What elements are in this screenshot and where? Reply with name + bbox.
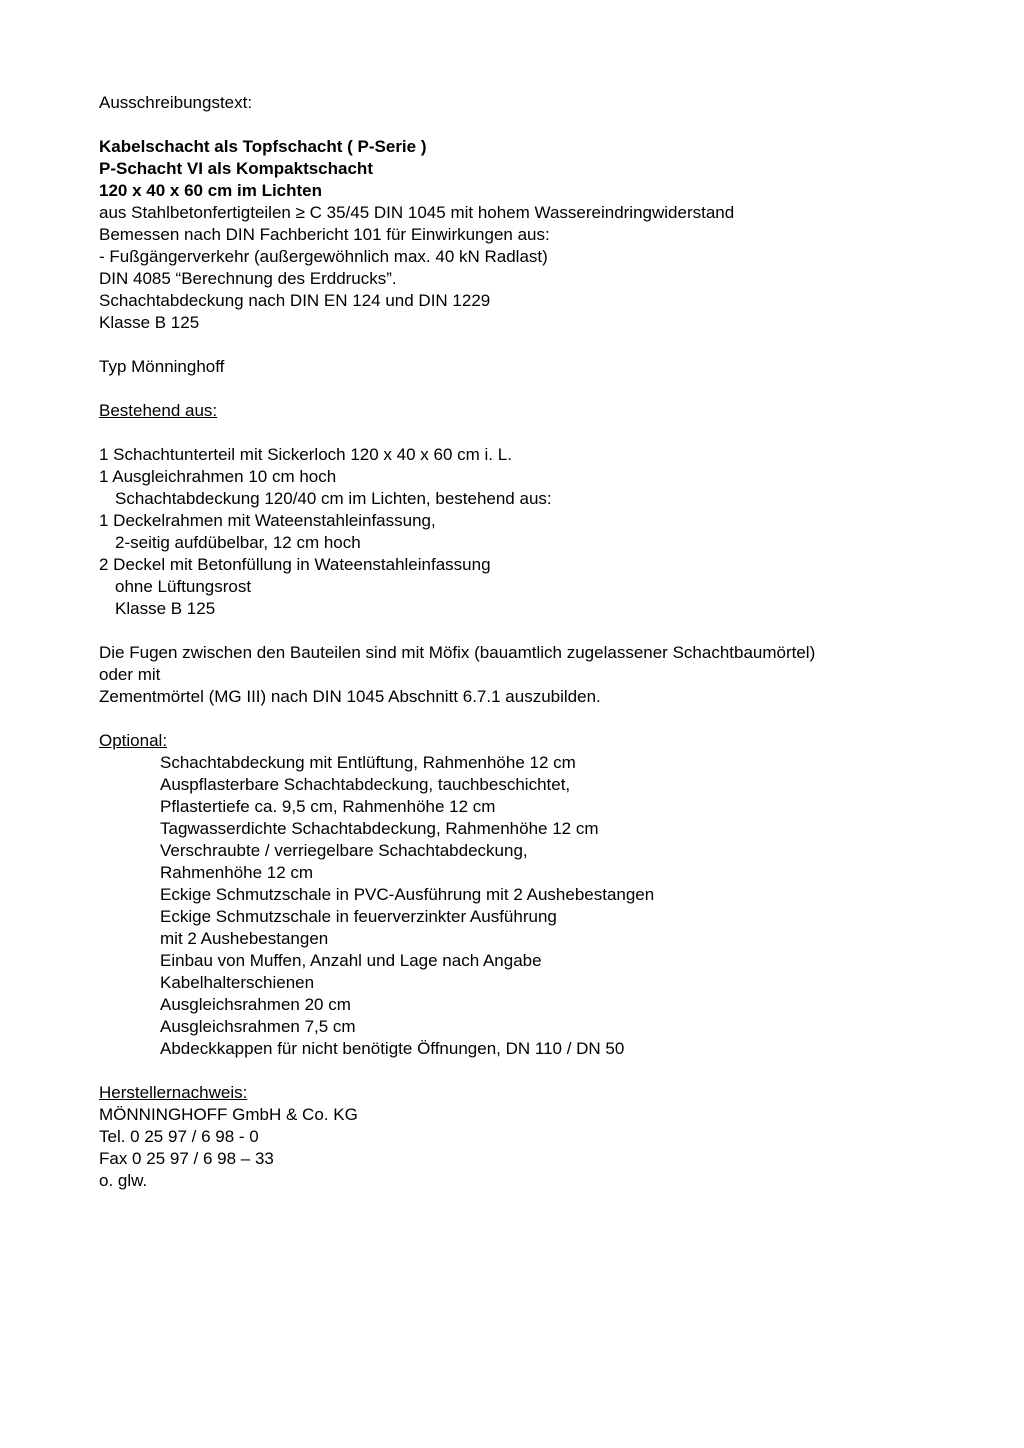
component-line: Klasse B 125: [115, 599, 216, 618]
joints-line: oder mit: [99, 665, 161, 684]
description-line: Bemessen nach DIN Fachbericht 101 für Einwirkungen aus:: [99, 225, 550, 244]
component-line: 1 Ausgleichrahmen 10 cm hoch: [99, 467, 337, 486]
heading-title: Kabelschacht als Topfschacht ( P-Serie ): [99, 137, 427, 156]
optional-line: Ausgleichsrahmen 20 cm: [160, 995, 351, 1014]
optional-line: Rahmenhöhe 12 cm: [160, 863, 314, 882]
description-line: - Fußgängerverkehr (außergewöhnlich max. 40 kN Radlast): [99, 247, 548, 266]
components-heading: Bestehend aus:: [99, 401, 218, 420]
optional-heading: Optional:: [99, 731, 168, 750]
component-line: Schachtabdeckung 120/40 cm im Lichten, bestehend aus:: [115, 489, 552, 508]
description-line: DIN 4085 “Berechnung des Erddrucks”.: [99, 269, 397, 288]
spacer: [99, 378, 979, 400]
spacer: [99, 620, 979, 642]
component-line: 1 Schachtunterteil mit Sickerloch 120 x 40 x 60 cm i. L.: [99, 445, 512, 464]
optional-line: Einbau von Muffen, Anzahl und Lage nach Angabe: [160, 951, 542, 970]
manufacturer-fax: Fax 0 25 97 / 6 98 – 33: [99, 1149, 274, 1168]
optional-line: Eckige Schmutzschale in PVC-Ausführung mit 2 Aushebestangen: [160, 885, 655, 904]
component-line: ohne Lüftungsrost: [115, 577, 252, 596]
optional-line: Kabelhalterschienen: [160, 973, 315, 992]
optional-line: Tagwasserdichte Schachtabdeckung, Rahmenhöhe 12 cm: [160, 819, 599, 838]
joints-line: Die Fugen zwischen den Bauteilen sind mit Möfix (bauamtlich zugelassener Schachtbaumörtel): [99, 643, 816, 662]
heading-subtitle: P-Schacht VI als Kompaktschacht: [99, 159, 373, 178]
type-line: Typ Mönninghoff: [99, 357, 225, 376]
spacer: [99, 708, 979, 730]
optional-line: Eckige Schmutzschale in feuerverzinkter Ausführung: [160, 907, 557, 926]
manufacturer-name: MÖNNINGHOFF GmbH & Co. KG: [99, 1105, 358, 1124]
component-line: 2-seitig aufdübelbar, 12 cm hoch: [115, 533, 361, 552]
document-page: [99, 92, 979, 1192]
manufacturer-heading: Herstellernachweis:: [99, 1083, 248, 1102]
spacer: [99, 1060, 979, 1082]
manufacturer-phone: Tel. 0 25 97 / 6 98 - 0: [99, 1127, 259, 1146]
joints-line: Zementmörtel (MG III) nach DIN 1045 Abschnitt 6.7.1 auszubilden.: [99, 687, 601, 706]
description-line: Klasse B 125: [99, 313, 200, 332]
description-line: Schachtabdeckung nach DIN EN 124 und DIN 1229: [99, 291, 491, 310]
intro-label: Ausschreibungstext:: [99, 93, 253, 112]
optional-line: Abdeckkappen für nicht benötigte Öffnungen, DN 110 / DN 50: [160, 1039, 625, 1058]
component-line: 2 Deckel mit Betonfüllung in Wateenstahleinfassung: [99, 555, 491, 574]
optional-line: Pflastertiefe ca. 9,5 cm, Rahmenhöhe 12 cm: [160, 797, 496, 816]
optional-line: Schachtabdeckung mit Entlüftung, Rahmenhöhe 12 cm: [160, 753, 576, 772]
optional-line: mit 2 Aushebestangen: [160, 929, 329, 948]
optional-line: Verschraubte / verriegelbare Schachtabdeckung,: [160, 841, 528, 860]
manufacturer-note: o. glw.: [99, 1171, 148, 1190]
spacer: [99, 114, 979, 136]
spacer: [99, 422, 979, 444]
component-line: 1 Deckelrahmen mit Wateenstahleinfassung,: [99, 511, 436, 530]
optional-line: Ausgleichsrahmen 7,5 cm: [160, 1017, 356, 1036]
spacer: [99, 334, 979, 356]
optional-line: Auspflasterbare Schachtabdeckung, tauchbeschichtet,: [160, 775, 571, 794]
description-line: aus Stahlbetonfertigteilen ≥ C 35/45 DIN 1045 mit hohem Wassereindringwiderstand: [99, 203, 735, 222]
heading-dimensions: 120 x 40 x 60 cm im Lichten: [99, 181, 323, 200]
